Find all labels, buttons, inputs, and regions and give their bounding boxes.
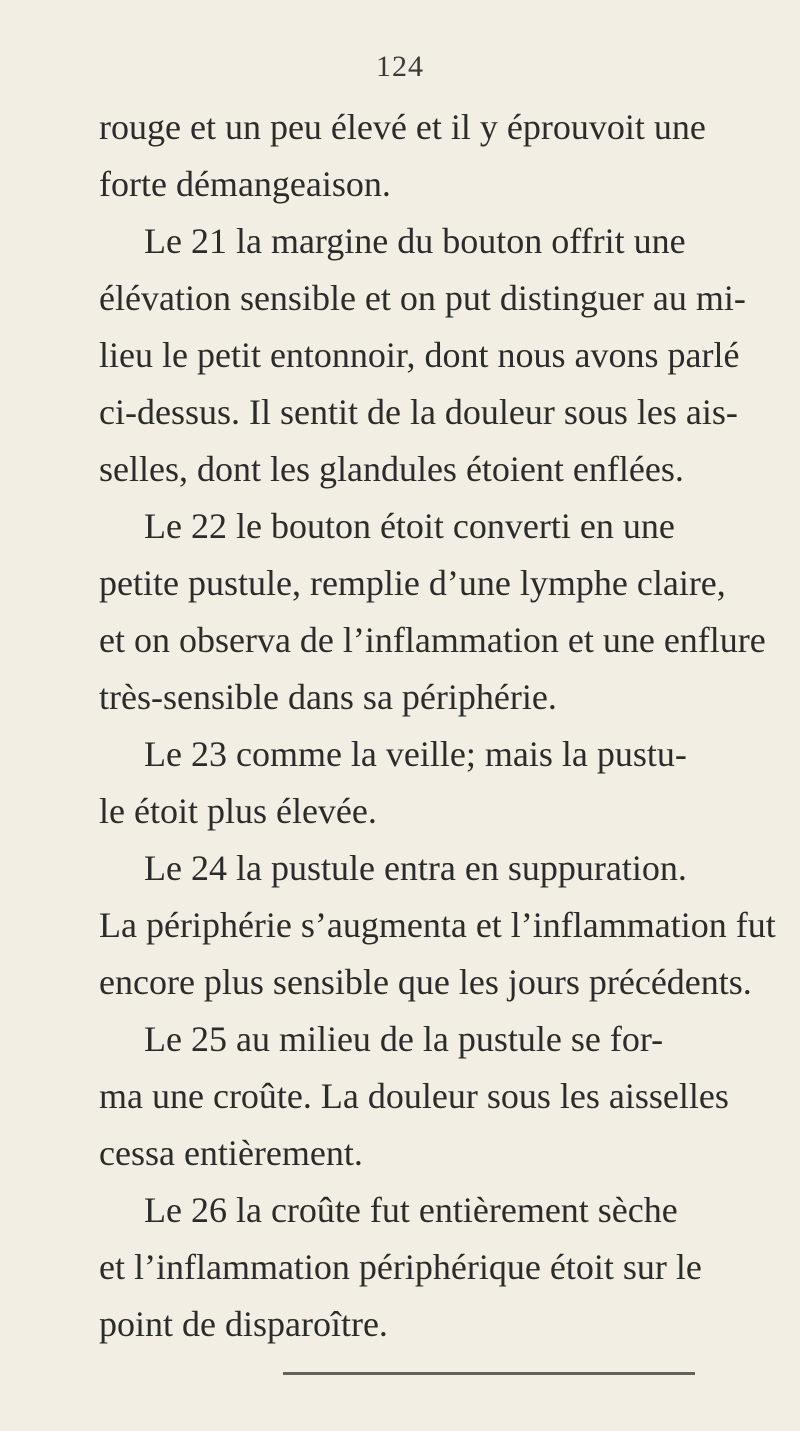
text-line: forte démangeaison. (99, 164, 391, 204)
text-line: lieu le petit entonnoir, dont nous avons parlé (99, 335, 740, 375)
text-line: encore plus sensible que les jours précédents. (99, 962, 752, 1002)
text-line: Le 23 comme la veille; mais la pustu- (144, 734, 687, 774)
page-number: 124 (376, 50, 424, 83)
text-line: Le 26 la croûte fut entièrement sèche (144, 1190, 678, 1230)
text-line: point de disparoître. (99, 1304, 388, 1344)
text-line: Le 24 la pustule entra en suppuration. (144, 848, 687, 888)
text-line: rouge et un peu élevé et il y éprouvoit une (99, 107, 706, 147)
text-line: Le 21 la margine du bouton offrit une (144, 221, 686, 261)
text-line: élévation sensible et on put distinguer au mi- (99, 278, 746, 318)
text-line: selles, dont les glandules étoient enflées. (99, 449, 684, 489)
text-line: ma une croûte. La douleur sous les aisselles (99, 1076, 729, 1116)
text-line: La périphérie s’augmenta et l’inflammation fut (99, 905, 776, 945)
text-line: très-sensible dans sa périphérie. (99, 677, 557, 717)
text-line: et l’inflammation périphérique étoit sur le (99, 1247, 702, 1287)
end-rule (283, 1372, 695, 1375)
text-line: Le 25 au milieu de la pustule se for- (144, 1019, 664, 1059)
text-line: cessa entièrement. (99, 1133, 363, 1173)
text-line: ci-dessus. Il sentit de la douleur sous les ais- (99, 392, 738, 432)
text-line: et on observa de l’inflammation et une enflure (99, 620, 766, 660)
text-line: le étoit plus élevée. (99, 791, 377, 831)
text-line: petite pustule, remplie d’une lymphe claire, (99, 563, 726, 603)
text-line: Le 22 le bouton étoit converti en une (144, 506, 675, 546)
